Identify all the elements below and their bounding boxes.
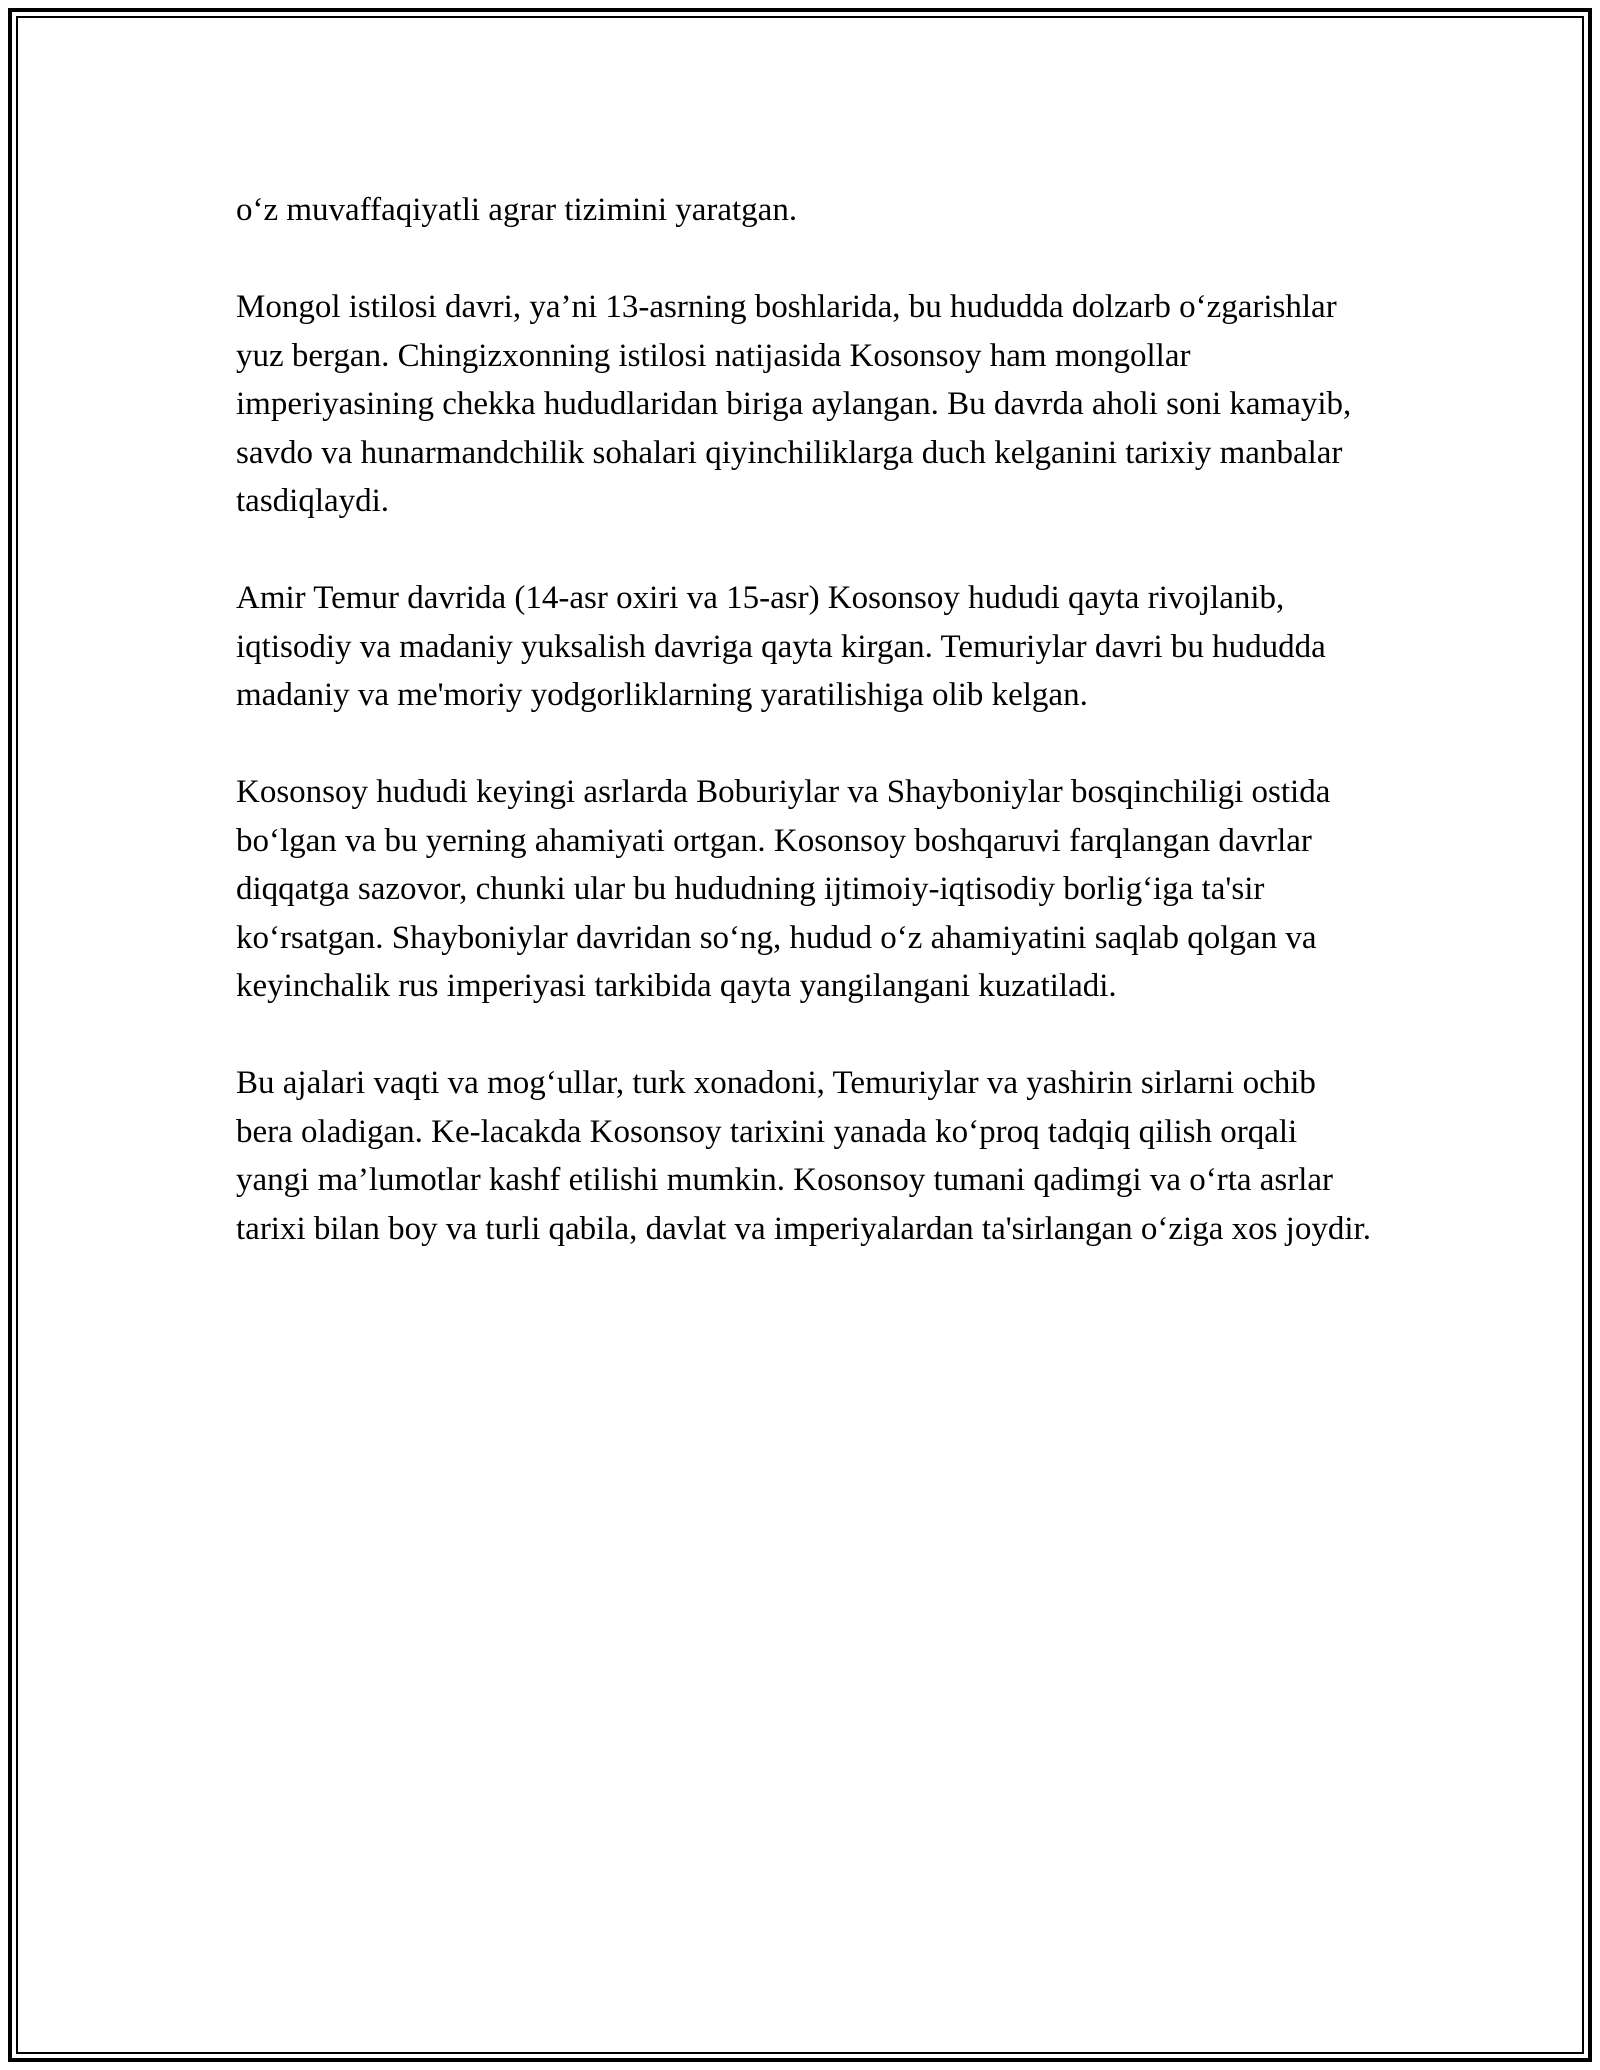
paragraph-3: Amir Temur davrida (14-asr oxiri va 15-asr) Kosonsoy hududi qayta rivojlanib, iqtisodiy va madaniy yuksalish davriga qayta kirgan. Temuriylar davri bu hududda madaniy va me'moriy yodgorliklarning yaratilishiga olib kelgan. xyxy=(236,580,1326,713)
paragraph-1: o‘z muvaffaqiyatli agrar tizimini yaratgan. xyxy=(236,192,798,228)
paragraph-2: Mongol istilosi davri, ya’ni 13-asrning boshlarida, bu hududda dolzarb o‘zgarishlar yuz bergan. Chingizxonning istilosi natijasida Kosonsoy ham mongollar imperiyasining chekka hududlaridan biriga aylangan. Bu davrda aholi soni kamayib, savdo va hunarmandchilik sohalari qiyinchiliklarga duch kelganini tarixiy manbalar tasdiqlaydi. xyxy=(236,289,1352,519)
paragraph-5: Bu ajalari vaqti va mog‘ullar, turk xonadoni, Temuriylar va yashirin sirlarni ochib bera oladigan. Ke-lacakda Kosonsoy tarixini yanada ko‘proq tadqiq qilish orqali yangi ma’lumotlar kashf etilishi mumkin. Kosonsoy tumani qadimgi va o‘rta asrlar tarixi bilan boy va turli qabila, davlat va imperiyalardan ta'sirlangan o‘ziga xos joydir. xyxy=(236,1065,1371,1247)
paragraph-4: Kosonsoy hududi keyingi asrlarda Boburiylar va Shayboniylar bosqinchiligi ostida bo‘lgan va bu yerning ahamiyati ortgan. Kosonsoy boshqaruvi farqlangan davrlar diqqatga sazovor, chunki ular bu hududning ijtimoiy-iqtisodiy borlig‘iga ta'sir ko‘rsatgan. Shayboniylar davridan so‘ng, hudud o‘z ahamiyatini saqlab qolgan va keyinchalik rus imperiyasi tarkibida qayta yangilangani kuzatiladi. xyxy=(236,774,1331,1004)
document-body xyxy=(236,186,1376,1253)
